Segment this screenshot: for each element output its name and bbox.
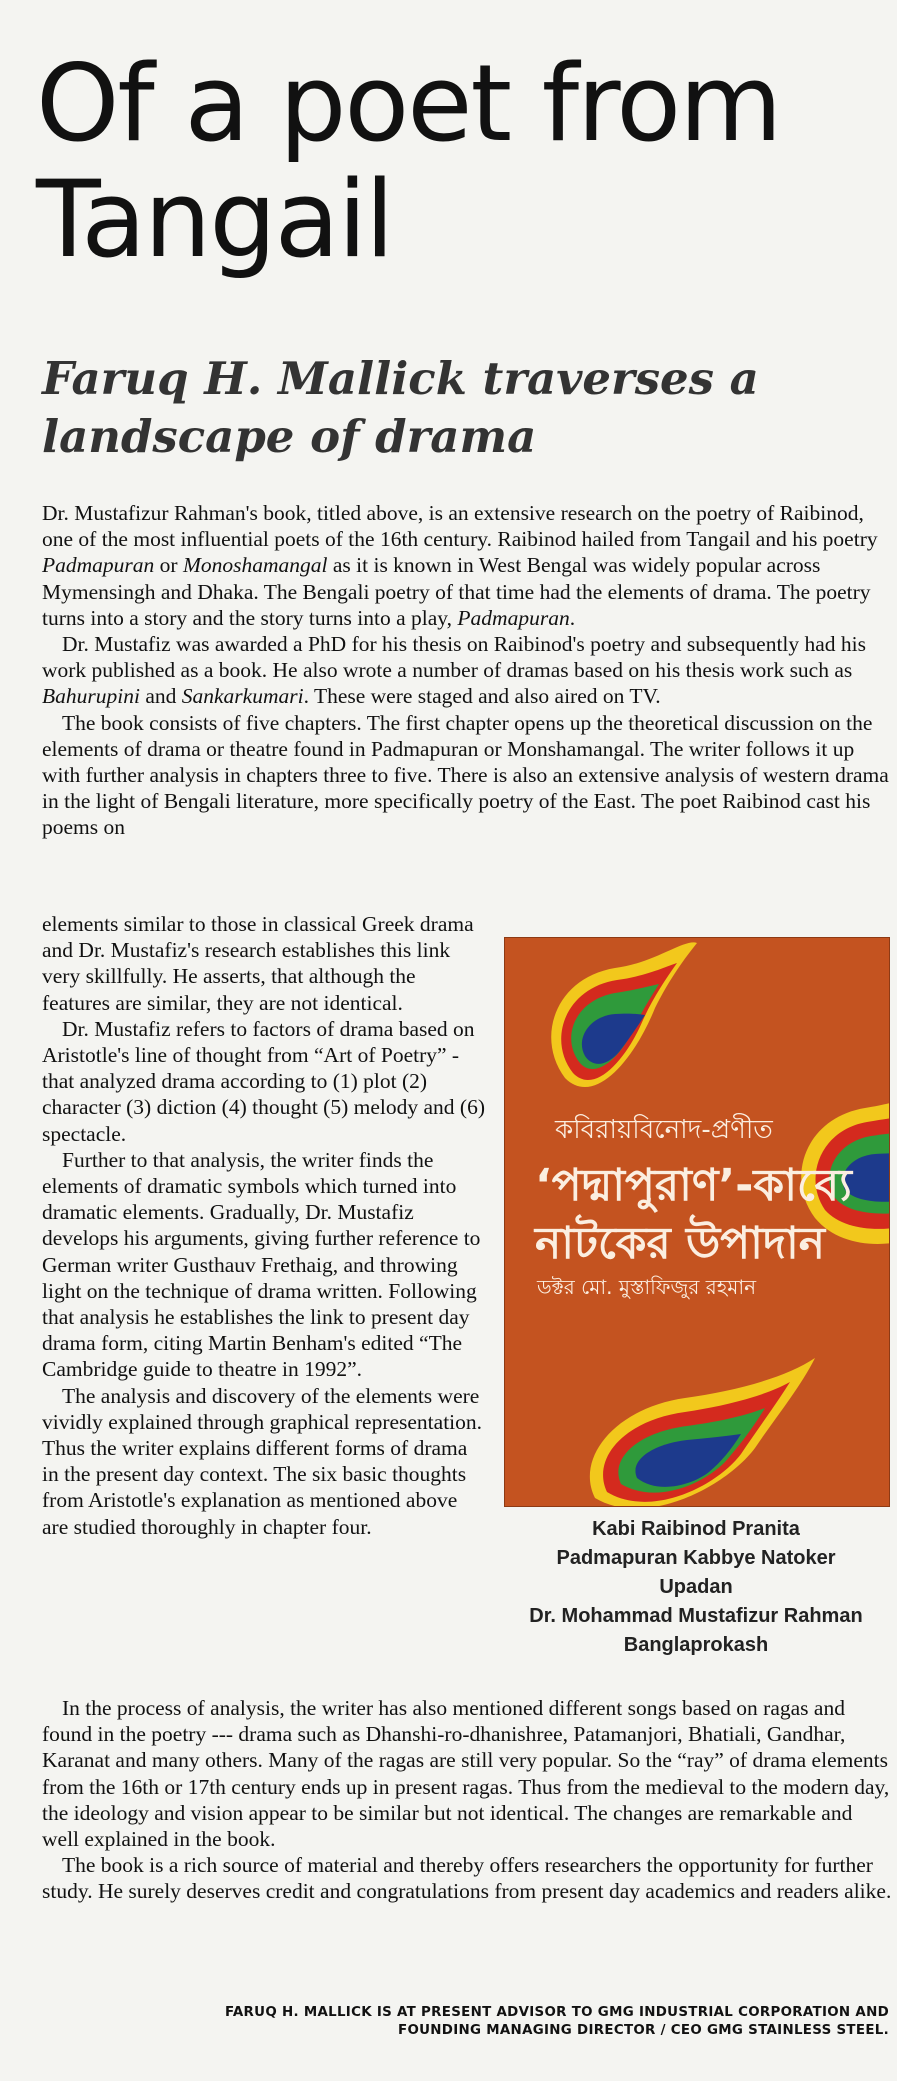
paragraph-7: In the process of analysis, the writer has also mentioned different songs based on ragas and found in the poetry --- drama such as Dhanshi-ro-dhanishree, Patamanjori, Bhatiali, Gandhar, Karanat and many others. Many of the ragas are still very popular. So the “ray” of drama elements from the 16th or 17th century ends up in present ragas. Thus from the medieval to the modern day, the ideology and vision appear to be similar but not identical. The changes are remarkable and well explained in the book. <box>42 1696 890 1852</box>
caption-line-3: Upadan <box>659 1576 733 1598</box>
caption-line-1: Kabi Raibinod Pranita <box>592 1518 800 1540</box>
author-bio-line-2: FOUNDING MANAGING DIRECTOR / CEO GMG STAINLESS STEEL. <box>398 2023 889 2038</box>
paragraph-1: Dr. Mustafizur Rahman's book, titled above, is an extensive research on the poetry of Raibinod, one of the most influential poets of the 16th century. Raibinod hailed from Tangail and his poetry Padmapuran or Monoshamangal as it is known in West Bengal was widely popular across Mymensingh and Dhaka. The Bengali poetry of that time had the elements of drama. The poetry turns into a story and the story turns into a play, Padmapuran. <box>42 501 878 630</box>
caption-line-2: Padmapuran Kabbye Natoker <box>556 1547 836 1569</box>
paragraph-8: The book is a rich source of material and thereby offers researchers the opportunity for further study. He surely deserves credit and congratulations from present day academics and readers alike. <box>42 1853 892 1904</box>
figure-caption <box>504 1515 888 1660</box>
page-title: Of a poet from Tangail <box>36 42 781 281</box>
caption-line-4: Dr. Mohammad Mustafizur Rahman <box>529 1605 863 1627</box>
paragraph-6: The analysis and discovery of the elements were vividly explained through graphical representation. Thus the writer explains different forms of drama in the present day context. The six basic thoughts from Aristotle's explanation as mentioned above are studied thoroughly in chapter four. <box>42 1383 483 1539</box>
book-cover-art <box>505 938 889 1506</box>
paragraph-3-continued: elements similar to those in classical Greek drama and Dr. Mustafiz's research establishes this link very skillfully. He asserts, that although the features are similar, they are not identical. <box>42 912 474 1015</box>
paragraph-4: Dr. Mustafiz refers to factors of drama based on Aristotle's line of thought from “Art of Poetry” - that analyzed drama according to (1) plot (2) character (3) diction (4) thought (5) melody and (6) spectacle. <box>42 1016 485 1146</box>
cover-title-line-3: নাটকের উপাদান <box>535 1218 826 1269</box>
cover-author: ডক্টর মো. মুস্তাফিজুর রহমান <box>537 1275 757 1299</box>
paragraph-5: Further to that analysis, the writer finds the elements of dramatic symbols which turned into dramatic elements. Gradually, Dr. Mustafiz develops his arguments, giving further reference to German writer Gusthauv Frethaig, and throwing light on the technique of drama written. Following that analysis he establishes the link to present day drama form, citing Martin Benham's edited “The Cambridge guide to theatre in 1992”. <box>42 1147 481 1382</box>
paragraph-2: Dr. Mustafiz was awarded a PhD for his thesis on Raibinod's poetry and subsequently had his work published as a book. He also wrote a number of dramas based on his thesis work such as Bahurupini and Sankarkumari. These were staged and also aired on TV. <box>42 632 867 709</box>
book-cover-image <box>504 937 890 1507</box>
cover-title-line-2: ‘পদ্মাপুরাণ’-কাব্যে <box>535 1160 852 1211</box>
caption-line-5: Banglaprokash <box>623 1634 769 1656</box>
article-deck: Faruq H. Mallick traverses a landscape of drama <box>42 352 759 463</box>
article-body-bottom <box>42 1695 894 1905</box>
author-bio <box>29 2004 889 2040</box>
article-body-column <box>42 911 487 1540</box>
cover-title-line-1: কবিরায়বিনোদ-প্রণীত <box>555 1115 773 1145</box>
author-bio-line-1: FARUQ H. MALLICK IS AT PRESENT ADVISOR TO GMG INDUSTRIAL CORPORATION AND <box>224 2005 889 2020</box>
article-body-top <box>42 500 894 841</box>
paragraph-3: The book consists of five chapters. The first chapter opens up the theoretical discussion on the elements of drama or theatre found in Padmapuran or Monshamangal. The writer follows it up with further analysis in chapters three to five. There is also an extensive analysis of western drama in the light of Bengali literature, more specifically poetry of the East. The poet Raibinod cast his poems on <box>42 710 889 840</box>
